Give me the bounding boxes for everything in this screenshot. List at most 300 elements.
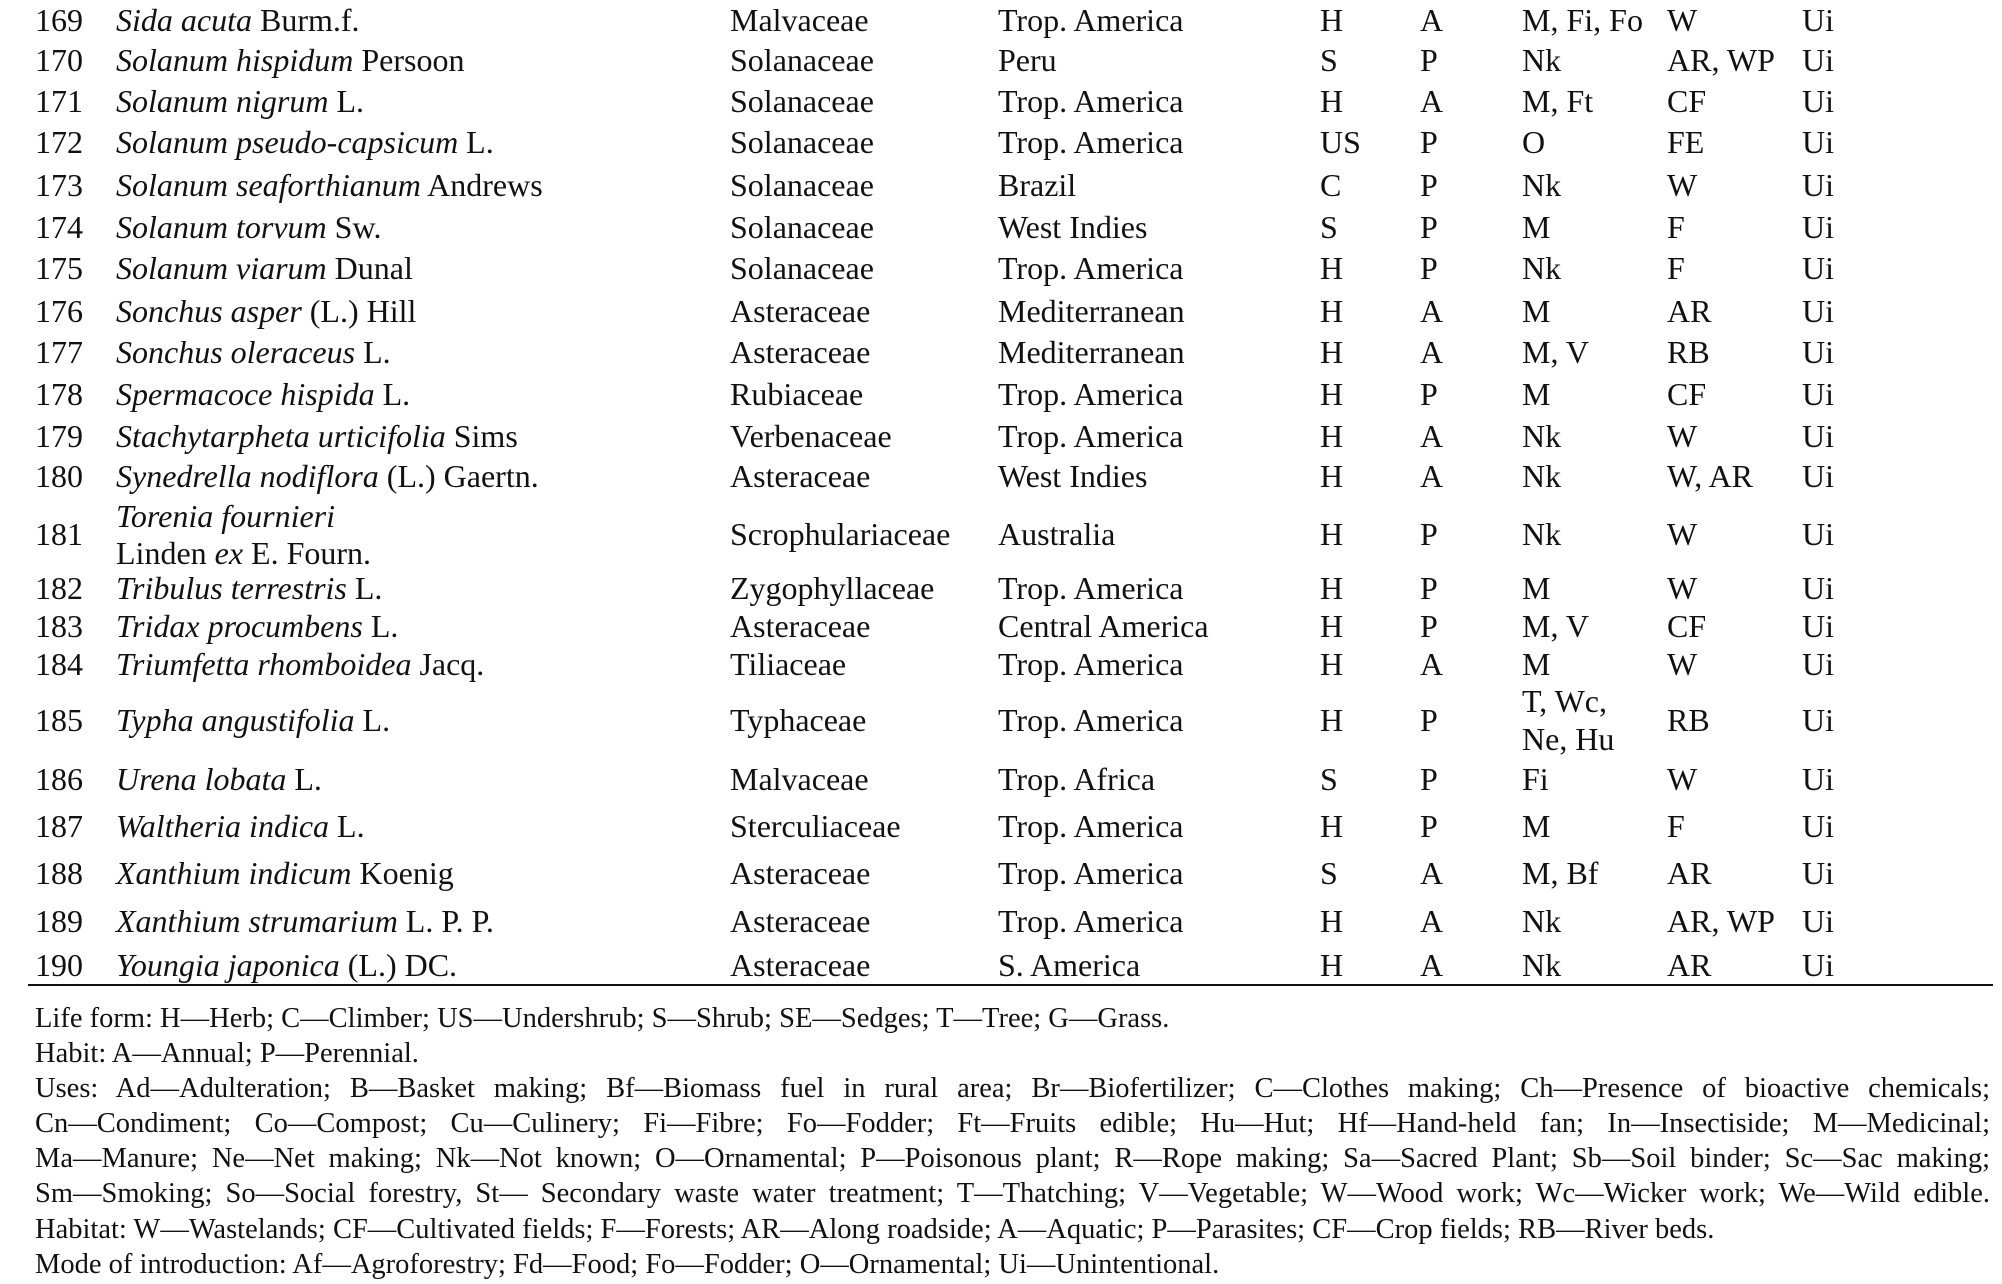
family-cell [730,248,874,290]
row-number: 171 [35,83,83,120]
species-name [116,608,398,646]
life-form: US [1320,124,1361,161]
native-origin-cell [998,81,1183,123]
native-origin-cell [998,374,1183,416]
uses-key-line: Sm—Smoking; So—Social forestry, St— Secondary waste water treatment; T—Thatching; V—Vegetable; W—Wood work; Wc—Wicker work; We—Wild edible. [35,1178,1990,1210]
habitat: AR, WP [1667,41,1775,78]
species-authority: L. [458,124,494,161]
row-number-cell [35,0,83,42]
life-form: S [1320,209,1338,246]
table-row [0,248,2002,290]
species-binomial: Sonchus asper [116,292,302,329]
family: Tiliaceae [730,645,847,682]
table-bottom-rule [28,984,1993,986]
species-name-cell [116,291,416,333]
habit: P [1420,807,1438,844]
uses: Nk [1522,903,1562,940]
habitat-cell [1667,700,1710,742]
family-cell [730,606,870,648]
family-cell [730,514,950,556]
species-name [116,376,410,414]
uses-cell [1522,606,1589,648]
species-binomial: Synedrella nodiflora [116,457,379,494]
habitat-cell [1667,416,1697,458]
life-form: S [1320,761,1338,798]
habitat: W [1667,645,1698,682]
uses-cell [1522,901,1561,943]
table-row [0,945,2002,987]
mode-of-introduction: Ui [1802,376,1834,413]
species-binomial: Xanthium strumarium [116,903,398,940]
life-form: C [1320,166,1342,203]
row-number-cell [35,456,83,498]
species-name-cell [116,945,457,987]
habit: A [1420,417,1444,454]
mode-of-introduction: Ui [1802,166,1834,203]
family-cell [730,853,870,895]
life-form-cell [1320,332,1343,374]
family: Malvaceae [730,2,869,39]
life-form: H [1320,645,1344,682]
habit-cell [1420,514,1438,556]
habit: P [1420,608,1438,645]
uses: M, Fi, Fo [1522,2,1643,39]
habitat: RB [1667,701,1710,738]
species-authority: (L.) Hill [301,292,417,329]
mode-of-introduction-cell [1802,901,1834,943]
native-origin-cell [998,122,1183,164]
native-origin-cell [998,700,1183,742]
life-form: H [1320,417,1344,454]
habit-cell [1420,81,1443,123]
habitat-cell [1667,456,1753,498]
species-name [116,646,484,684]
life-form: H [1320,903,1344,940]
family: Solanaceae [730,166,874,203]
species-binomial: Typha angustifolia [116,701,355,738]
habitat-cell [1667,806,1685,848]
family: Asteraceae [730,946,871,983]
table-row [0,207,2002,249]
row-number-cell [35,374,83,416]
uses-cell [1522,456,1561,498]
species-name-cell [116,568,382,610]
family: Typhaceae [730,701,867,738]
mode-of-introduction-cell [1802,806,1834,848]
uses: Nk [1522,41,1562,78]
habit: P [1420,41,1438,78]
native-origin: Trop. America [998,417,1184,454]
species-name-cell [116,700,390,742]
family: Verbenaceae [730,417,892,454]
family-cell [730,456,870,498]
native-origin: Trop. America [998,569,1184,606]
species-name-cell [116,0,360,42]
habit: A [1420,457,1444,494]
life-form-cell [1320,700,1343,742]
mode-of-introduction: Ui [1802,41,1834,78]
species-binomial: Torenia fournieri [116,497,335,534]
species-binomial: Sonchus oleraceus [116,334,356,371]
family-cell [730,759,869,801]
row-number: 174 [35,209,83,246]
family: Zygophyllaceae [730,569,935,606]
uses: Nk [1522,417,1562,454]
uses: Nk [1522,946,1562,983]
habit-cell [1420,759,1438,801]
species-authority: Koenig [351,855,454,892]
species-name [116,702,390,740]
habit-cell [1420,456,1443,498]
row-number: 180 [35,457,83,494]
row-number-cell [35,207,83,249]
uses: M [1522,645,1551,682]
native-origin: Trop. America [998,855,1184,892]
native-origin-cell [998,945,1140,987]
life-form-cell [1320,606,1343,648]
family: Asteraceae [730,855,871,892]
row-number: 179 [35,417,83,454]
table-row [0,374,2002,416]
mode-of-introduction-cell [1802,853,1834,895]
native-origin: Trop. America [998,903,1184,940]
native-origin-cell [998,416,1183,458]
uses: M [1522,209,1551,246]
mode-of-introduction-cell [1802,207,1834,249]
native-origin-cell [998,165,1076,207]
uses-cell [1522,291,1550,333]
life-form-cell [1320,514,1343,556]
native-origin-cell [998,606,1209,648]
habitat: AR [1667,946,1712,983]
native-origin: Australia [998,516,1116,553]
habit: A [1420,855,1444,892]
species-authority: Sw. [326,209,382,246]
species-authority: Andrews [420,166,543,203]
species-authority: L. [329,807,365,844]
species-authority: L. [346,569,383,606]
mode-of-introduction-cell [1802,332,1834,374]
species-binomial: Xanthium indicum [116,855,352,892]
mode-of-introduction: Ui [1802,701,1834,738]
family-cell [730,644,846,686]
family: Solanaceae [730,83,874,120]
uses-cell [1522,945,1561,987]
species-binomial: Stachytarpheta urticifolia [116,417,446,454]
mode-of-introduction: Ui [1802,946,1834,983]
mode-of-introduction-key: Mode of introduction: Af—Agroforestry; Fd—Food; Fo—Fodder; O—Ornamental; Ui—Unintentional. [35,1248,1220,1280]
family: Asteraceae [730,334,871,371]
species-authority: Jacq. [411,645,485,682]
species-binomial: Sida acuta [116,2,252,39]
species-binomial: Urena lobata [116,761,287,798]
native-origin: Peru [998,41,1057,78]
native-origin-cell [998,207,1147,249]
row-number-cell [35,291,83,333]
uses-cell [1522,165,1561,207]
species-name-cell [116,606,398,648]
mode-of-introduction-cell [1802,374,1834,416]
species-name [116,903,494,941]
habitat-cell [1667,759,1697,801]
habitat-cell [1667,901,1775,943]
native-origin-cell [998,853,1183,895]
native-origin: Trop. America [998,807,1184,844]
native-origin-cell [998,759,1155,801]
habit: P [1420,761,1438,798]
mode-of-introduction-cell [1802,0,1834,42]
table-row [0,853,2002,895]
life-form-cell [1320,207,1338,249]
habit: P [1420,701,1438,738]
row-number: 184 [35,645,83,682]
life-form-cell [1320,806,1343,848]
uses-cell [1522,514,1561,556]
row-number-cell [35,122,83,164]
species-binomial: Solanum nigrum [116,83,329,120]
row-number: 187 [35,807,83,844]
native-origin: West Indies [998,457,1148,494]
mode-of-introduction: Ui [1802,83,1834,120]
mode-of-introduction: Ui [1802,645,1834,682]
habit: P [1420,516,1438,553]
uses: M [1522,807,1551,844]
row-number-cell [35,806,83,848]
habitat: W [1667,569,1698,606]
mode-of-introduction-cell [1802,40,1834,82]
life-form: H [1320,334,1344,371]
life-form-cell [1320,416,1343,458]
mode-of-introduction: Ui [1802,807,1834,844]
life-form-cell [1320,901,1343,943]
species-name [116,42,464,80]
row-number: 189 [35,903,83,940]
row-number: 173 [35,166,83,203]
mode-of-introduction: Ui [1802,457,1834,494]
habit: P [1420,166,1438,203]
life-form-key: Life form: H—Herb; C—Climber; US—Undershrub; S—Shrub; SE—Sedges; T—Tree; G—Grass. [35,1003,1170,1034]
row-number: 170 [35,41,83,78]
species-name [116,570,382,608]
uses-cell [1522,806,1550,848]
uses-cell [1522,644,1550,686]
life-form-cell [1320,291,1343,333]
family: Solanaceae [730,250,874,287]
life-form: H [1320,946,1344,983]
species-name-cell [116,901,494,943]
native-origin-cell [998,901,1183,943]
habit: A [1420,946,1444,983]
habit: P [1420,569,1438,606]
habitat-cell [1667,165,1697,207]
table-row [0,122,2002,164]
native-origin: Mediterranean [998,334,1185,371]
life-form: H [1320,608,1344,645]
species-name-cell [116,806,365,848]
life-form: H [1320,457,1344,494]
habit: P [1420,124,1438,161]
life-form: H [1320,83,1344,120]
row-number-cell [35,514,83,556]
uses: M, V [1522,608,1589,645]
life-form-cell [1320,0,1343,42]
habit: A [1420,292,1444,329]
life-form: H [1320,701,1344,738]
habitat-cell [1667,291,1711,333]
species-binomial: Solanum seaforthianum [116,166,421,203]
mode-of-introduction: Ui [1802,903,1834,940]
native-origin-cell [998,456,1147,498]
species-name [116,808,365,846]
species-authority: Burm.f. [251,2,360,39]
life-form-cell [1320,568,1343,610]
family-cell [730,700,866,742]
life-form-cell [1320,374,1343,416]
species-name [116,250,413,288]
native-origin-cell [998,568,1183,610]
family: Scrophulariaceae [730,516,951,553]
mode-of-introduction: Ui [1802,417,1834,454]
habitat-cell [1667,606,1706,648]
native-origin-cell [998,332,1185,374]
species-binomial: Waltheria indica [116,807,330,844]
habitat-cell [1667,374,1706,416]
species-authority: L. [362,608,399,645]
row-number-cell [35,81,83,123]
habit-cell [1420,606,1438,648]
table-row [0,497,2002,571]
life-form: H [1320,292,1344,329]
habit-cell [1420,122,1438,164]
uses-cell [1522,332,1589,374]
habitat: F [1667,209,1685,246]
row-number-cell [35,40,83,82]
row-number: 183 [35,608,83,645]
table-row [0,0,2002,42]
uses-cell [1522,568,1550,610]
uses-cell [1522,853,1598,895]
family: Solanaceae [730,124,874,161]
species-name-cell [116,456,539,498]
habitat-cell [1667,644,1697,686]
row-number-cell [35,853,83,895]
mode-of-introduction-cell [1802,700,1834,742]
life-form: H [1320,516,1344,553]
native-origin-cell [998,514,1115,556]
row-number-cell [35,248,83,290]
table-row [0,759,2002,801]
habit-key: Habit: A—Annual; P—Perennial. [35,1038,419,1070]
habit-cell [1420,568,1438,610]
life-form-cell [1320,165,1341,207]
native-origin: Mediterranean [998,292,1185,329]
species-authority: Dunal [326,250,413,287]
family: Solanaceae [730,41,874,78]
species-name-cell [116,81,364,123]
family-cell [730,165,874,207]
uses: M, Bf [1522,855,1599,892]
row-number-cell [35,606,83,648]
habitat: F [1667,250,1685,287]
family: Asteraceae [730,608,871,645]
habit: P [1420,250,1438,287]
native-origin: Brazil [998,166,1077,203]
uses: Nk [1522,457,1562,494]
habit-cell [1420,165,1438,207]
habitat: AR [1667,855,1712,892]
family: Sterculiaceae [730,807,901,844]
table-row [0,568,2002,610]
uses-cell [1522,248,1561,290]
life-form-cell [1320,759,1338,801]
row-number: 185 [35,701,83,738]
authority-connector: ex [214,535,244,571]
mode-of-introduction: Ui [1802,569,1834,606]
habitat: F [1667,807,1685,844]
family: Solanaceae [730,209,874,246]
life-form: H [1320,569,1344,606]
species-name [116,498,371,573]
habitat: CF [1667,83,1707,120]
row-number-cell [35,568,83,610]
life-form-cell [1320,81,1343,123]
uses-key-line: Uses: Ad—Adulteration; B—Basket making; Bf—Biomass fuel in rural area; Br—Biofertilizer; C—Clothes making; Ch—Presence of bioactive chemicals; [35,1073,1990,1105]
uses-cell [1522,759,1549,801]
mode-of-introduction-cell [1802,291,1834,333]
mode-of-introduction-cell [1802,122,1834,164]
native-origin: Central America [998,608,1209,645]
species-authority: Linden [116,535,207,571]
table-row [0,416,2002,458]
species-name [116,334,391,372]
habitat: CF [1667,376,1707,413]
life-form-cell [1320,456,1343,498]
habitat: W [1667,516,1698,553]
table-row [0,40,2002,82]
uses: Nk [1522,250,1562,287]
row-number-cell [35,416,83,458]
native-origin-cell [998,40,1057,82]
table-row [0,806,2002,848]
life-form: S [1320,855,1338,892]
habit-cell [1420,806,1438,848]
habit: P [1420,376,1438,413]
row-number: 181 [35,516,83,553]
table-row [0,683,2002,757]
habitat-cell [1667,514,1697,556]
species-name [116,83,364,121]
uses: Nk [1522,166,1562,203]
uses-cell [1522,683,1615,757]
mode-of-introduction-cell [1802,416,1834,458]
row-number-cell [35,759,83,801]
habitat: RB [1667,334,1710,371]
family-cell [730,0,869,42]
species-name [116,855,454,893]
uses-cell [1522,81,1593,123]
mode-of-introduction-cell [1802,456,1834,498]
habitat-cell [1667,568,1697,610]
family-cell [730,291,870,333]
species-binomial: Tridax procumbens [116,608,363,645]
native-origin: S. America [998,946,1141,983]
family: Asteraceae [730,903,871,940]
table-row [0,165,2002,207]
species-binomial: Solanum pseudo-capsicum [116,124,459,161]
native-origin: Trop. America [998,2,1184,39]
habit-cell [1420,40,1438,82]
species-binomial: Triumfetta rhomboidea [116,645,412,682]
